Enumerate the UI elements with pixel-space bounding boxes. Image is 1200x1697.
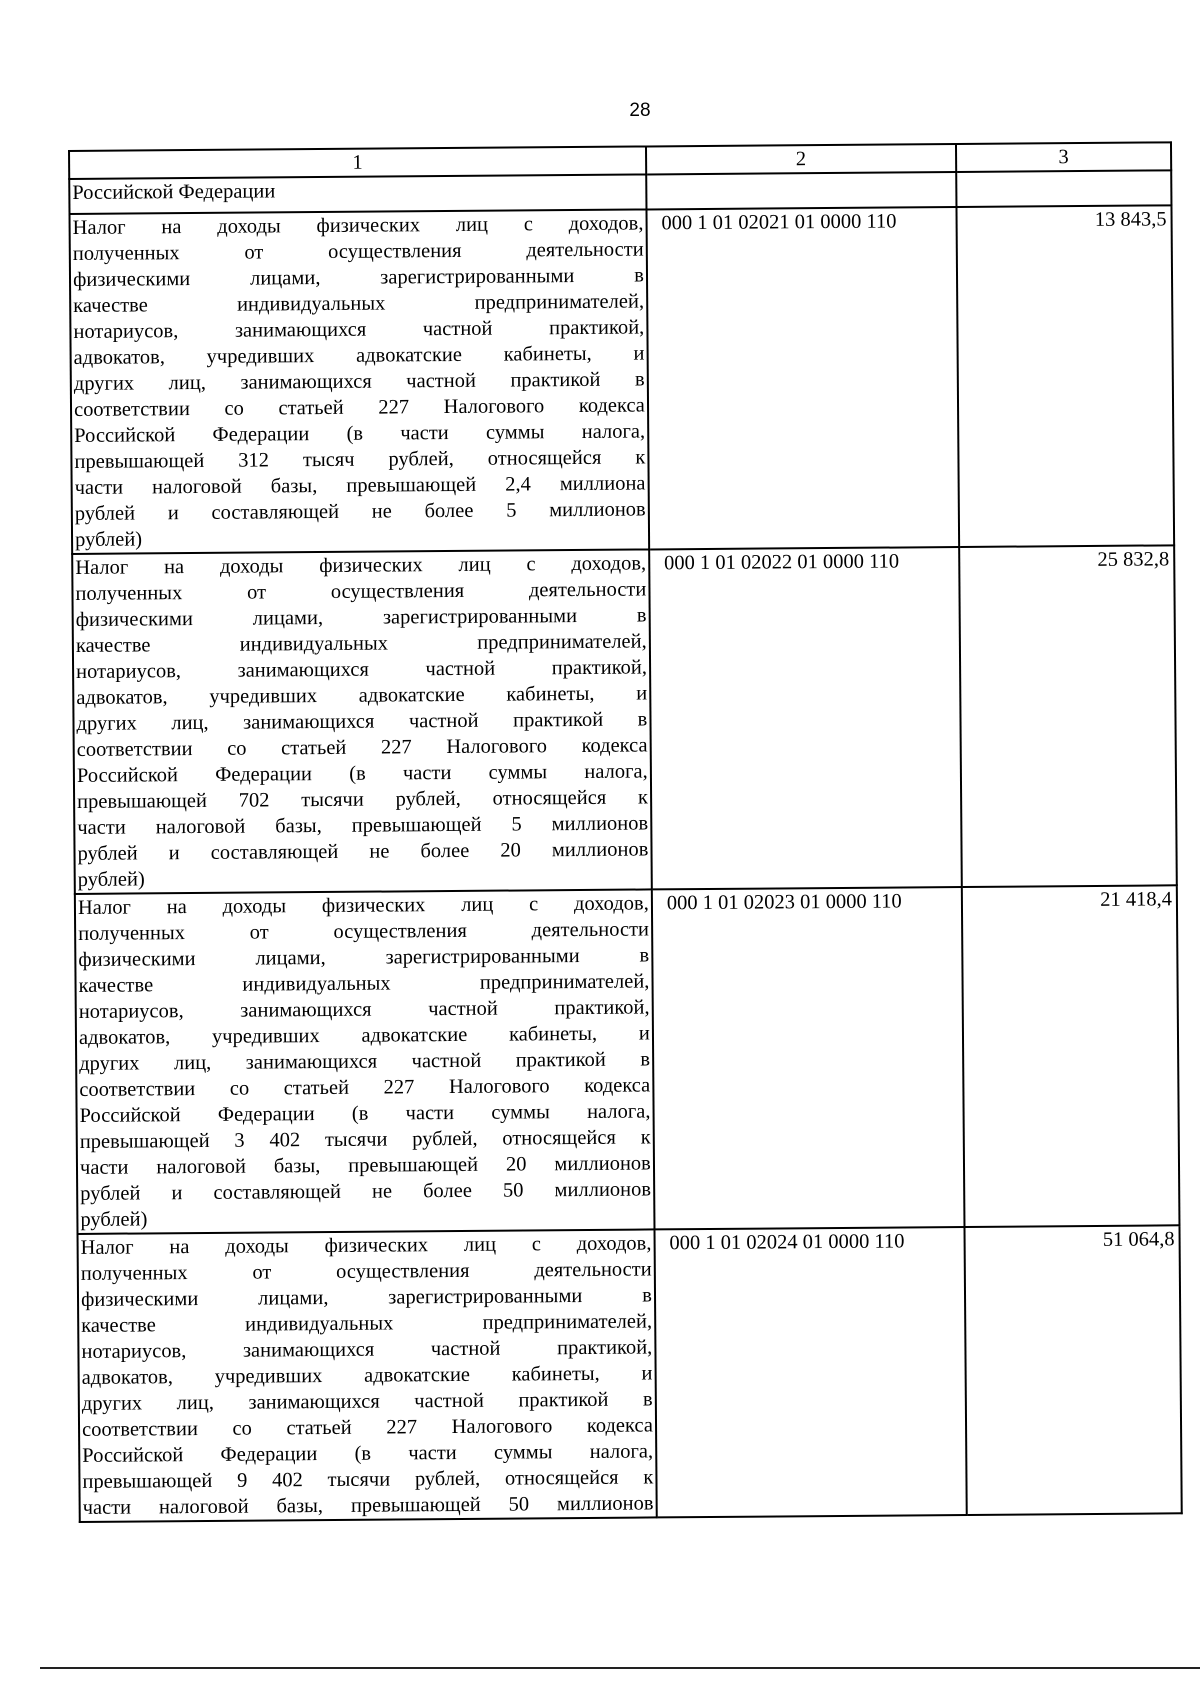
- description-line: части налоговой базы, превышающей 2,4 миллиона: [74, 472, 646, 499]
- description-line: полученных от осуществления деятельности: [75, 578, 647, 605]
- budget-classification-code: 000 1 01 02023 01 0000 110: [652, 887, 965, 1229]
- description-line: соответствии со статьей 227 Налогового кодекса: [76, 734, 648, 761]
- description-line: соответствии со статьей 227 Налогового кодекса: [79, 1074, 651, 1101]
- continuation-text: Российской Федерации: [69, 174, 646, 214]
- description-line: других лиц, занимающихся частной практикой в: [76, 708, 648, 735]
- column-number-3: 3: [956, 142, 1171, 172]
- description-line: Налог на доходы физических лиц с доходов,: [72, 212, 644, 239]
- table-row: [78, 1225, 1182, 1522]
- table-row: [75, 885, 1180, 1234]
- tax-description-cell: [78, 1229, 657, 1522]
- description-line: других лиц, занимающихся частной практикой в: [81, 1388, 653, 1415]
- tax-description-cell: [70, 209, 649, 554]
- description-line: качестве индивидуальных предпринимателей,: [73, 290, 645, 317]
- column-number-1: 1: [69, 146, 646, 179]
- description-line: Российской Федерации (в части суммы налога,: [82, 1440, 654, 1467]
- description-line: полученных от осуществления деятельности: [80, 1258, 652, 1285]
- continuation-code-cell: [646, 172, 956, 209]
- description-line: качестве индивидуальных предпринимателей,: [81, 1310, 653, 1337]
- description-line: рублей и составляющей не более 20 миллионов: [77, 838, 649, 865]
- description-line: нотариусов, занимающихся частной практикой,: [73, 316, 645, 343]
- description-line: превышающей 9 402 тысячи рублей, относящейся к: [82, 1466, 654, 1493]
- table-row: [72, 545, 1177, 894]
- description-line: качестве индивидуальных предпринимателей,: [78, 970, 650, 997]
- description-line: Российской Федерации (в части суммы налога,: [74, 420, 646, 447]
- amount-value: 25 832,8: [959, 545, 1177, 887]
- description-line: качестве индивидуальных предпринимателей,: [75, 630, 647, 657]
- description-line: адвокатов, учредивших адвокатские кабинеты, и: [81, 1362, 653, 1389]
- description-line: превышающей 3 402 тысячи рублей, относящейся к: [79, 1126, 651, 1153]
- revenue-table: [68, 141, 1183, 1523]
- amount-value: 51 064,8: [964, 1225, 1181, 1515]
- budget-classification-code: 000 1 01 02024 01 0000 110: [654, 1227, 966, 1517]
- description-line: рублей и составляющей не более 50 миллионов: [80, 1178, 652, 1205]
- description-line: физическими лицами, зарегистрированными в: [75, 604, 647, 631]
- description-line: части налоговой базы, превышающей 20 миллионов: [79, 1152, 651, 1179]
- column-number-2: 2: [646, 144, 956, 174]
- tax-description-cell: [75, 889, 654, 1234]
- description-line: полученных от осуществления деятельности: [72, 238, 644, 265]
- description-line: других лиц, занимающихся частной практикой в: [73, 368, 645, 395]
- description-line: превышающей 312 тысяч рублей, относящейся к: [74, 446, 646, 473]
- amount-value: 13 843,5: [956, 205, 1174, 547]
- description-line: части налоговой базы, превышающей 5 миллионов: [77, 812, 649, 839]
- page-footer-rule: [40, 1667, 1200, 1669]
- amount-value: 21 418,4: [962, 885, 1180, 1227]
- description-line: рублей): [80, 1208, 148, 1231]
- description-line: адвокатов, учредивших адвокатские кабинеты, и: [73, 342, 645, 369]
- description-line: Российской Федерации (в части суммы налога,: [79, 1100, 651, 1127]
- description-line: других лиц, занимающихся частной практикой в: [79, 1048, 651, 1075]
- description-line: Российской Федерации (в части суммы налога,: [76, 760, 648, 787]
- description-line: соответствии со статьей 227 Налогового кодекса: [81, 1414, 653, 1441]
- description-line: Налог на доходы физических лиц с доходов,: [77, 892, 649, 919]
- description-line: нотариусов, занимающихся частной практикой,: [78, 996, 650, 1023]
- description-line: адвокатов, учредивших адвокатские кабинеты, и: [76, 682, 648, 709]
- tax-description-cell: [72, 549, 651, 894]
- description-line: нотариусов, занимающихся частной практикой,: [81, 1336, 653, 1363]
- budget-classification-code: 000 1 01 02022 01 0000 110: [649, 547, 962, 889]
- description-line: физическими лицами, зарегистрированными в: [78, 944, 650, 971]
- budget-classification-code: 000 1 01 02021 01 0000 110: [646, 207, 959, 549]
- description-line: части налоговой базы, превышающей 50 миллионов: [82, 1492, 654, 1519]
- page-number: 28: [629, 100, 651, 121]
- table-row: [70, 205, 1175, 554]
- description-line: рублей и составляющей не более 5 миллионов: [74, 498, 646, 525]
- description-line: соответствии со статьей 227 Налогового кодекса: [73, 394, 645, 421]
- description-line: Налог на доходы физических лиц с доходов,: [75, 552, 647, 579]
- description-line: рублей): [77, 868, 145, 891]
- continuation-amount-cell: [956, 170, 1171, 207]
- description-line: полученных от осуществления деятельности: [78, 918, 650, 945]
- description-line: превышающей 702 тысячи рублей, относящейся к: [77, 786, 649, 813]
- description-line: адвокатов, учредивших адвокатские кабинеты, и: [78, 1022, 650, 1049]
- description-line: физическими лицами, зарегистрированными в: [72, 264, 644, 291]
- description-line: Налог на доходы физических лиц с доходов,: [80, 1232, 652, 1259]
- description-line: рублей): [74, 528, 143, 551]
- description-line: физическими лицами, зарегистрированными в: [80, 1284, 652, 1311]
- description-line: нотариусов, занимающихся частной практикой,: [76, 656, 648, 683]
